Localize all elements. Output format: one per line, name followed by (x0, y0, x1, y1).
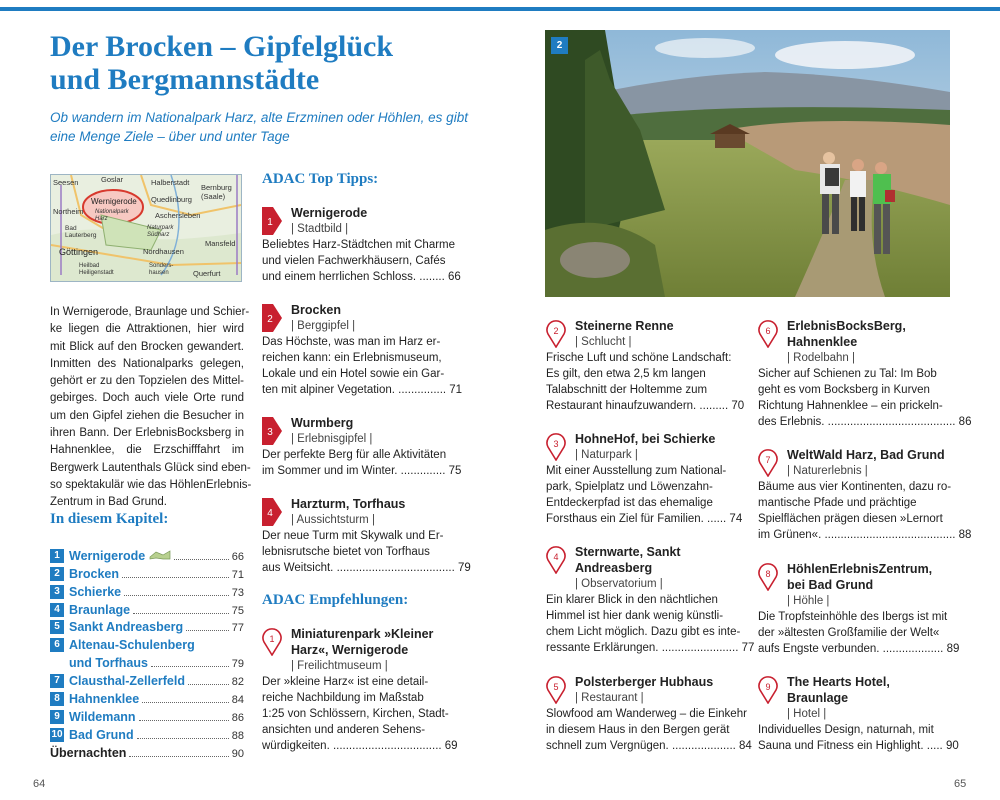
chapter-page: 71 (231, 568, 244, 581)
svg-text:9: 9 (765, 682, 771, 692)
dot-leader (174, 559, 229, 560)
entry-category: | Hotel | (787, 708, 827, 720)
entry-name: Braunlage (787, 691, 849, 705)
title-line: Der Brocken – Gipfelglück (50, 30, 394, 63)
chapter-page: 75 (231, 604, 244, 617)
dot-leader (151, 666, 229, 667)
dot-leader (139, 720, 229, 721)
svg-text:1: 1 (269, 634, 275, 644)
entry-description: Bäume aus vier Kontinenten, dazu ro- mantische Pfade und prächtige Spielflächen prägen diesen »Lernort im Grünen«. ......................................... 88 (758, 481, 972, 541)
entry-description: Individuelles Design, naturnah, mit Sauna und Fitness ein Highlight. ..... 90 (758, 724, 959, 752)
entry-category: | Schlucht | (575, 336, 632, 348)
map-label: Seesen (53, 178, 79, 187)
chapter-label: Sankt Andreasberg (69, 620, 184, 635)
top-tipp-entry (262, 205, 462, 285)
subtitle-line: Ob wandern im Nationalpark Harz, alte Erzminen oder Höhlen, es gibt (50, 110, 468, 125)
top-accent-bar (0, 7, 1000, 11)
recommendation-pin-icon (758, 320, 778, 348)
chapter-page: 88 (231, 729, 244, 742)
region-map (50, 174, 242, 282)
empfehlung-entry (758, 318, 972, 430)
chapter-label: Clausthal-Zellerfeld (69, 674, 185, 689)
entry-description: Der neue Turm mit Skywalk und Er- lebnisrutsche bietet von Torfhaus aus Weitsicht. ..................................... 79 (262, 530, 471, 574)
chapter-item[interactable] (50, 599, 244, 617)
empfehlung-entry (262, 626, 462, 754)
entry-category: | Restaurant | (575, 692, 644, 704)
map-label: Bernburg (Saale) (201, 183, 232, 201)
chapter-item[interactable] (50, 652, 244, 670)
top-tipps-heading: ADAC Top Tipps: (262, 171, 379, 187)
entry-category: | Stadtbild | (291, 223, 349, 235)
entry-description: Der »kleine Harz« ist eine detail- reiche Nachbildung im Maßstab 1:25 von Schlössern, Kirchen, Stadt- ansichten und anderen Sehens- würdigkeiten. .................................. 69 (262, 676, 458, 752)
svg-text:6: 6 (765, 326, 771, 336)
map-label: Göttingen (59, 247, 99, 257)
map-label: Wernigerode (91, 197, 137, 206)
chapter-label: Schierke (69, 584, 122, 599)
entry-name: Brocken (291, 303, 342, 317)
entry-category: | Aussichtsturm | (291, 514, 375, 526)
chapter-label: Braunlage (69, 602, 131, 617)
entry-description: Mit einer Ausstellung zum National- park, Spielplatz und Löwenzahn- Entdeckerpfad ist das ehemalige Forsthaus ein Ziel für Familien. ...... 74 (546, 465, 743, 525)
chapter-page: 77 (231, 622, 244, 635)
recommendation-pin-icon (546, 433, 566, 461)
dot-leader (133, 613, 229, 614)
page-title (50, 30, 510, 96)
intro-text (50, 304, 252, 512)
entry-category: | Naturpark | (575, 449, 638, 461)
empfehlung-entry (758, 674, 958, 754)
chapter-number: 7 (50, 674, 64, 688)
entry-description: Der perfekte Berg für alle Aktivitäten im Sommer und im Winter. .............. 75 (262, 449, 462, 477)
chapter-label: Wernigerode (69, 548, 146, 563)
entry-description: Sicher auf Schienen zu Tal: Im Bob geht es vom Bocksberg in Kurven Richtung Hahnenklee – ein prickeln- des Erlebnis. ........................................ 86 (758, 368, 972, 428)
chapter-label: und Torfhaus (69, 656, 148, 671)
entry-category: | Rodelbahn | (787, 352, 855, 364)
chapter-label: Bad Grund (69, 727, 134, 742)
recommendation-pin-icon (758, 676, 778, 704)
entry-name: Steinerne Renne (575, 319, 674, 333)
top-tipp-entry (262, 496, 471, 576)
svg-text:1: 1 (267, 217, 273, 228)
intro-line: ihren Bann. Der ErlebnisBocksberg in (50, 427, 244, 440)
entry-name: Wernigerode (291, 206, 368, 220)
chapter-page: 84 (231, 694, 244, 707)
empfehlungen-heading: ADAC Empfehlungen: (262, 592, 409, 608)
recommendation-pin-icon (758, 449, 778, 477)
entry-category: | Freilichtmuseum | (291, 660, 388, 672)
chapter-number: 4 (50, 603, 64, 617)
top-tipp-marker-icon (262, 207, 282, 235)
chapter-number: 8 (50, 692, 64, 706)
chapter-label: Hahnenklee (69, 692, 140, 707)
map-label: Goslar (101, 175, 124, 184)
map-label: Aschersleben (155, 211, 201, 220)
svg-text:3: 3 (267, 427, 273, 438)
empfehlung-entry (546, 674, 752, 754)
chapter-number: 3 (50, 585, 64, 599)
map-label: Naturpark Südharz (147, 225, 174, 238)
chapter-page: 90 (231, 747, 244, 760)
entry-name: The Hearts Hotel, (787, 675, 890, 689)
entry-name: Sternwarte, Sankt (575, 545, 681, 559)
recommendation-pin-icon (758, 563, 778, 591)
chapter-number: 10 (51, 728, 63, 740)
dot-leader (186, 630, 229, 631)
subtitle-line: eine Menge Ziele – über und unter Tage (50, 129, 290, 144)
empfehlung-entry (758, 447, 972, 543)
empfehlung-entry (758, 561, 958, 657)
dot-leader (122, 577, 229, 578)
chapter-number: 6 (50, 638, 64, 652)
entry-description: Die Tropfsteinhöhle des Ibergs ist mit der »ältesten Großfamilie der Welt« aufs Engste verbunden. ................... 89 (758, 611, 960, 655)
chapter-number: 5 (50, 620, 64, 634)
hikers-photo-graphic (545, 30, 950, 297)
photo-badge: 2 (551, 37, 568, 54)
chapter-number: 2 (50, 567, 64, 581)
chapter-page: 82 (231, 676, 244, 689)
chapter-item[interactable] (50, 724, 244, 742)
entry-name: bei Bad Grund (787, 578, 874, 592)
entry-category: | Berggipfel | (291, 320, 356, 332)
chapter-page: 73 (231, 586, 244, 599)
entry-name: Polsterberger Hubhaus (575, 675, 714, 689)
empfehlung-entry (546, 318, 746, 414)
recommendation-pin-icon (546, 676, 566, 704)
intro-line: mit Blick auf den Brocken gewandert. (50, 340, 244, 353)
entry-description: Beliebtes Harz-Städtchen mit Charme und vielen Fachwerkhäusern, Cafés und einem herrlichen Schloss. ........ 66 (262, 239, 461, 283)
map-label: Nordhausen (143, 247, 184, 256)
entry-name: Harzturm, Torfhaus (291, 497, 406, 511)
entry-category: | Naturerlebnis | (787, 465, 868, 477)
intro-line: um den Gipfel ziehen die Besucher in (50, 409, 244, 422)
dot-leader (129, 756, 228, 757)
dot-leader (142, 702, 229, 703)
entry-description: Das Höchste, was man im Harz er- reichen kann: ein Erlebnismuseum, Lokale und ein Hotel sowie ein Gar- ten mit alpiner Vegetation. ............... 71 (262, 336, 463, 396)
top-tipp-marker-icon (262, 417, 282, 445)
svg-text:5: 5 (553, 682, 559, 692)
dot-leader (188, 684, 229, 685)
chapter-label: Brocken (69, 566, 120, 581)
chapter-item[interactable] (50, 742, 244, 760)
map-label: Heilbad Heiligenstadt (79, 263, 114, 276)
recommendation-pin-icon (546, 320, 566, 348)
intro-line: gehört er zu den Topzielen des Mittel- (50, 375, 244, 388)
entry-name: WeltWald Harz, Bad Grund (787, 448, 945, 462)
intro-line: Hahnenklee, die Erzschifffahrt im (50, 444, 244, 457)
recommendation-pin-icon (546, 546, 566, 574)
chapter-item[interactable] (50, 688, 244, 706)
intro-line: so spektakulär wie das HöhlenErlebnis- (50, 478, 252, 491)
entry-category: | Observatorium | (575, 578, 663, 590)
entry-name: Miniaturenpark »Kleiner (291, 627, 434, 641)
empfehlung-entry (546, 544, 755, 656)
svg-text:2: 2 (267, 314, 273, 325)
map-label: Quedlinburg (151, 195, 192, 204)
svg-text:8: 8 (765, 569, 771, 579)
map-label: Halberstadt (151, 178, 190, 187)
intro-line: Zentrum in Bad Grund. (50, 496, 167, 509)
page-number-right: 65 (954, 778, 967, 790)
intro-line: ke liegen die Attraktionen, hier wird (50, 323, 244, 336)
entry-name: Harz«, Wernigerode (291, 643, 409, 657)
map-label: Sonders-hausen (149, 263, 174, 276)
top-tipp-marker-icon (262, 304, 282, 332)
top-tipp-entry (262, 302, 462, 398)
entry-name: HohneHof, bei Schierke (575, 432, 716, 446)
entry-name: HöhlenErlebnisZentrum, (787, 562, 933, 576)
intro-line: In Wernigerode, Braunlage und Schier- (50, 306, 250, 318)
landscape-photo (545, 30, 950, 297)
top-tipp-marker-icon (262, 498, 282, 526)
chapter-item[interactable] (50, 706, 244, 724)
map-label: Bad Lauterberg (65, 225, 97, 239)
entry-name: Wurmberg (291, 416, 354, 430)
title-line: und Bergmannstädte (50, 63, 320, 96)
page-subtitle (50, 108, 470, 146)
page-number-left: 64 (33, 778, 46, 790)
entry-name: ErlebnisBocksBerg, (787, 319, 906, 333)
entry-name: Andreasberg (575, 561, 653, 575)
dot-leader (124, 595, 229, 596)
chapter-item[interactable] (50, 634, 244, 652)
chapter-page: 66 (231, 550, 244, 563)
chapters-heading: In diesem Kapitel: (50, 511, 169, 527)
map-label: Querfurt (193, 269, 221, 278)
chapter-item[interactable] (50, 581, 244, 599)
chapter-item[interactable] (50, 545, 244, 563)
chapter-list (50, 545, 244, 760)
map-label: Mansfeld (205, 239, 236, 248)
entry-description: Ein klarer Blick in den nächtlichen Himmel ist hier dank wenig künstli- chem Licht möglich. Dazu gibt es inte- ressante Erklärungen. ........................ 77 (546, 594, 755, 654)
empfehlung-entry (546, 431, 746, 527)
chapter-label: Altenau-Schulenberg (69, 638, 195, 653)
chapter-page: 86 (231, 711, 244, 724)
svg-text:7: 7 (765, 455, 771, 465)
chapter-item[interactable] (50, 617, 244, 635)
intro-line: Inmitten des Nationalparks gelegen, (50, 357, 244, 370)
svg-text:4: 4 (553, 552, 559, 562)
map-icon (149, 549, 171, 563)
intro-line: Bergwerk Lautenthals Glück sind eben- (50, 461, 251, 474)
svg-text:3: 3 (553, 439, 559, 449)
entry-category: | Erlebnisgipfel | (291, 433, 373, 445)
dot-leader (137, 738, 229, 739)
entry-category: | Höhle | (787, 595, 830, 607)
svg-text:4: 4 (267, 508, 273, 519)
map-label: Northeim (53, 207, 84, 216)
svg-text:2: 2 (553, 326, 559, 336)
entry-description: Slowfood am Wanderweg – die Einkehr in diesem Haus in den Bergen gerät schnell zum Vergnügen. .................... 84 (546, 708, 752, 752)
chapter-label: Wildemann (69, 709, 136, 724)
map-label: Nationalpark Harz (95, 209, 129, 222)
chapter-page: 79 (231, 658, 244, 671)
chapter-number: 1 (50, 549, 64, 563)
chapter-item[interactable] (50, 563, 244, 581)
intro-line: gebirges. Doch auch viele Orte rund (50, 392, 244, 405)
top-tipp-entry (262, 415, 462, 479)
chapter-number: 9 (50, 710, 64, 724)
chapter-item[interactable] (50, 670, 244, 688)
entry-name: Hahnenklee (787, 335, 858, 349)
chapter-label: Übernachten (50, 745, 127, 760)
entry-description: Frische Luft und schöne Landschaft: Es gilt, den etwa 2,5 km langen Talabschnitt der Holtemme zum Restaurant hinaufzuwandern. ......... 70 (546, 352, 745, 412)
recommendation-pin-icon (262, 628, 282, 656)
